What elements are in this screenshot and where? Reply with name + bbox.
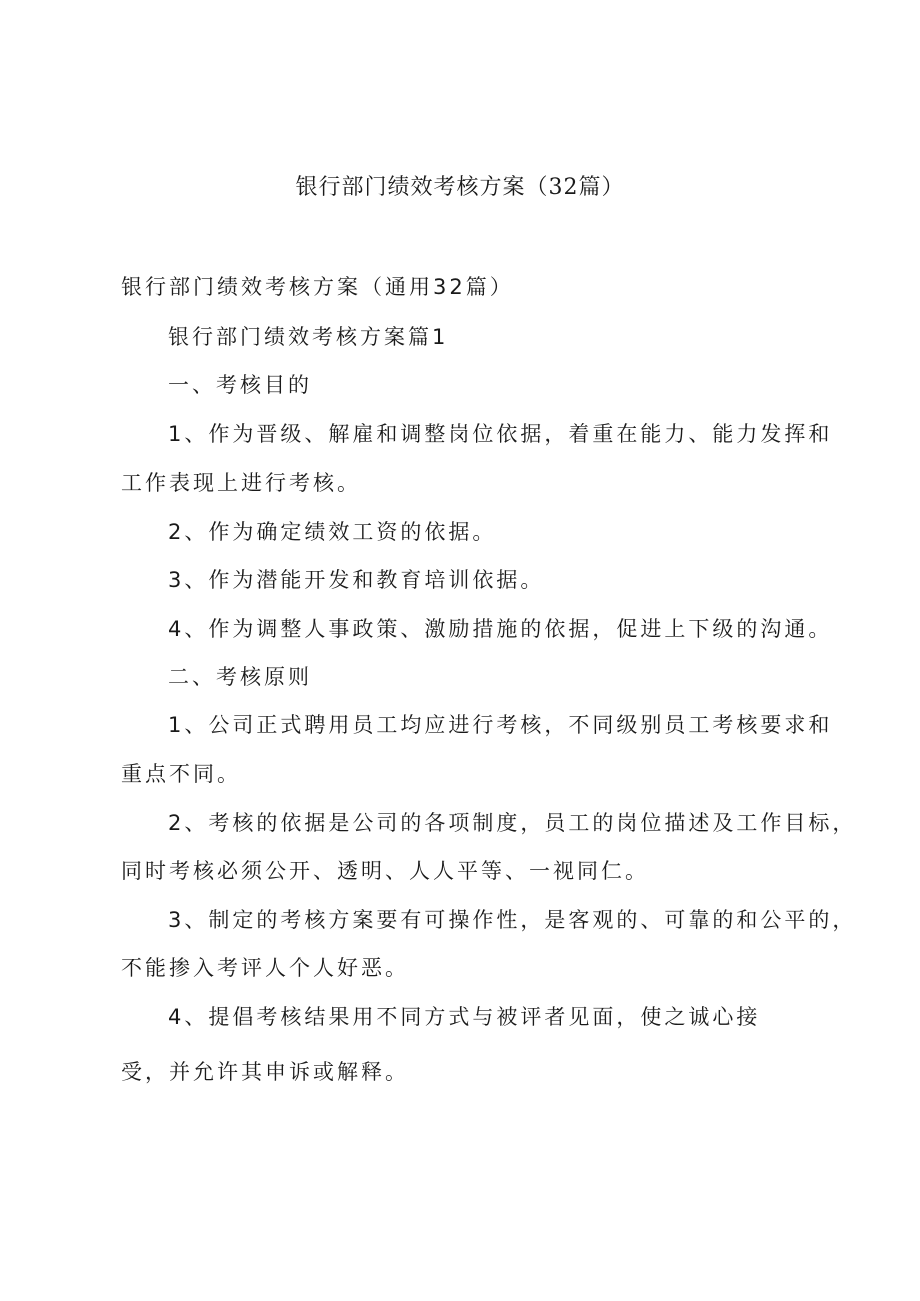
part1-item1-line1: 1、作为晋级、解雇和调整岗位依据，着重在能力、能力发挥和 xyxy=(168,422,833,446)
document-subtitle: 银行部门绩效考核方案（通用32篇） xyxy=(121,275,514,299)
part1-item3: 3、作为潜能开发和教育培训依据。 xyxy=(168,568,545,592)
part2-item3-line2: 不能掺入考评人个人好恶。 xyxy=(121,956,409,980)
section-heading: 银行部门绩效考核方案篇1 xyxy=(168,325,449,349)
part1-heading: 一、考核目的 xyxy=(168,373,312,397)
document-title: 银行部门绩效考核方案（32篇） xyxy=(295,175,625,200)
part1-item4: 4、作为调整人事政策、激励措施的依据，促进上下级的沟通。 xyxy=(168,617,833,641)
part2-item1-line1: 1、公司正式聘用员工均应进行考核，不同级别员工考核要求和 xyxy=(168,713,833,737)
part2-item2-line1: 2、考核的依据是公司的各项制度，员工的岗位描述及工作目标， xyxy=(168,811,857,835)
part1-item1-line2: 工作表现上进行考核。 xyxy=(121,471,361,495)
part2-item2-line2: 同时考核必须公开、透明、人人平等、一视同仁。 xyxy=(121,859,649,883)
part2-item4-line2: 受，并允许其申诉或解释。 xyxy=(121,1060,409,1084)
part2-heading: 二、考核原则 xyxy=(168,665,312,689)
part2-item1-line2: 重点不同。 xyxy=(121,762,241,786)
part2-item4-line1: 4、提倡考核结果用不同方式与被评者见面，使之诚心接 xyxy=(168,1005,761,1029)
part1-item2: 2、作为确定绩效工资的依据。 xyxy=(168,520,497,544)
part2-item3-line1: 3、制定的考核方案要有可操作性，是客观的、可靠的和公平的， xyxy=(168,908,857,932)
